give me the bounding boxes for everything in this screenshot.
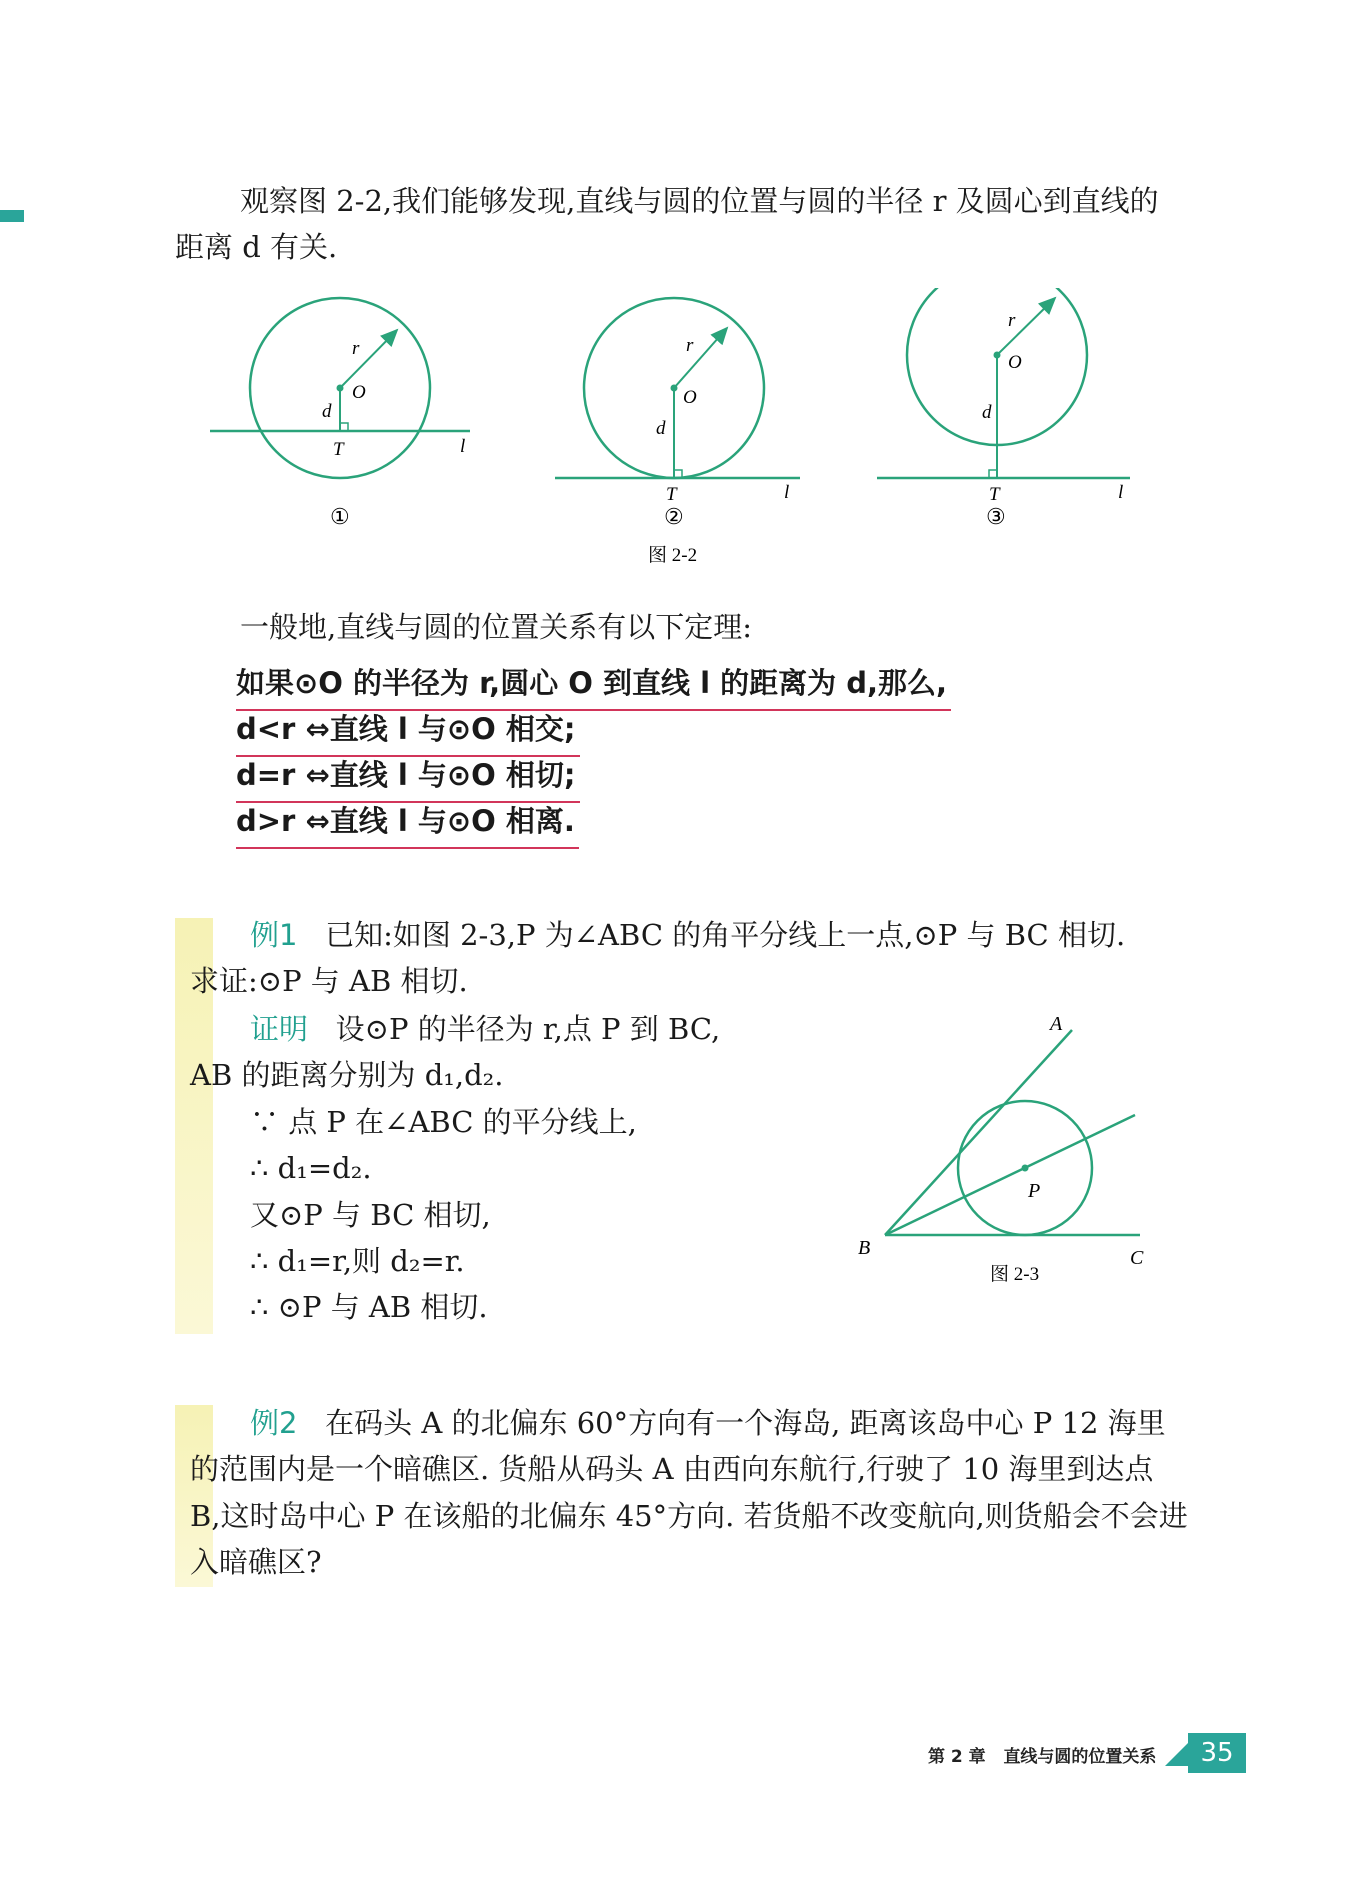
footer-title: 直线与圆的位置关系 bbox=[1003, 1747, 1157, 1767]
proof-step: ∴ d₁=r,则 d₂=r. bbox=[250, 1243, 465, 1278]
label-r: r bbox=[352, 338, 360, 359]
proof-line2: AB 的距离分别为 d₁,d₂. bbox=[190, 1058, 504, 1093]
label-t: T bbox=[666, 484, 677, 505]
example1-statement bbox=[190, 912, 1190, 1005]
proof-step: 又⊙P 与 BC 相切, bbox=[250, 1197, 491, 1232]
label-l: l bbox=[784, 482, 790, 503]
panel-number: ③ bbox=[986, 504, 1006, 529]
example1-label: 例1 bbox=[250, 918, 298, 952]
proof-step: ∵ 点 P 在∠ABC 的平分线上, bbox=[250, 1104, 637, 1139]
label-r: r bbox=[686, 335, 694, 356]
figure-caption: 图 2-3 bbox=[990, 1264, 1040, 1285]
label-d: d bbox=[322, 401, 332, 422]
proof-step: ∴ d₁=d₂. bbox=[250, 1151, 372, 1186]
proof-line1: 设⊙P 的半径为 r,点 P 到 BC, bbox=[335, 1012, 721, 1046]
label-a: A bbox=[1050, 1013, 1063, 1035]
theorem-line: d>r ⇔直线 l 与⊙O 相离. bbox=[236, 801, 579, 849]
proof-step: ∴ ⊙P 与 AB 相切. bbox=[250, 1290, 488, 1325]
intro-paragraph: 观察图 2-2,我们能够发现,直线与圆的位置与圆的半径 r 及圆心到直线的距离 d 有关. bbox=[175, 184, 1159, 265]
general-statement: 一般地,直线与圆的位置关系有以下定理: bbox=[240, 610, 752, 644]
figure-panel-intersect bbox=[210, 298, 470, 529]
label-t: T bbox=[333, 439, 344, 460]
label-l: l bbox=[460, 436, 466, 457]
label-t: T bbox=[989, 484, 1000, 505]
label-o: O bbox=[683, 387, 697, 408]
panel-number: ① bbox=[330, 504, 350, 529]
example1-text-line1: 已知:如图 2-3,P 为∠ABC 的角平分线上一点,⊙P 与 BC 相切. bbox=[325, 918, 1126, 952]
figure-caption: 图 2-2 bbox=[648, 545, 698, 566]
label-l: l bbox=[1118, 482, 1124, 503]
theorem-line: 如果⊙O 的半径为 r,圆心 O 到直线 l 的距离为 d,那么, bbox=[236, 663, 951, 711]
label-d: d bbox=[982, 402, 992, 423]
label-o: O bbox=[352, 382, 366, 403]
label-d: d bbox=[656, 418, 666, 439]
side-tab-marker bbox=[0, 210, 24, 222]
example1-proof bbox=[190, 1006, 790, 1331]
figure-2-2 bbox=[200, 288, 1150, 578]
label-o: O bbox=[1008, 352, 1022, 373]
label-r: r bbox=[1008, 310, 1016, 331]
figure-2-3 bbox=[840, 1010, 1170, 1310]
footer-triangle-decoration bbox=[1165, 1738, 1189, 1770]
example2-statement bbox=[190, 1400, 1190, 1586]
page-footer bbox=[928, 1742, 1156, 1767]
footer-chapter: 第 2 章 bbox=[928, 1747, 986, 1767]
label-c: C bbox=[1130, 1247, 1144, 1269]
page-number: 35 bbox=[1188, 1733, 1246, 1773]
figure-panel-separate bbox=[877, 288, 1130, 529]
theorem-line: d=r ⇔直线 l 与⊙O 相切; bbox=[236, 755, 580, 803]
panel-number: ② bbox=[664, 504, 684, 529]
example1-text-line2: 求证:⊙P 与 AB 相切. bbox=[190, 964, 468, 999]
theorem-line: d<r ⇔直线 l 与⊙O 相交; bbox=[236, 709, 580, 757]
figure-panel-tangent bbox=[555, 298, 800, 529]
proof-label: 证明 bbox=[250, 1012, 309, 1046]
example2-label: 例2 bbox=[250, 1406, 298, 1440]
label-b: B bbox=[858, 1237, 871, 1259]
label-p: P bbox=[1028, 1180, 1041, 1202]
example2-text: 在码头 A 的北偏东 60°方向有一个海岛, 距离该岛中心 P 12 海里的范围内是一个暗礁区. 货船从码头 A 由西向东航行,行驶了 10 海里到达点 B,这时岛中心 P 在该船的北偏东 45°方向. 若货船不改变航向,则货船会不会进入暗礁区? bbox=[190, 1406, 1188, 1580]
theorem-block bbox=[236, 663, 951, 847]
